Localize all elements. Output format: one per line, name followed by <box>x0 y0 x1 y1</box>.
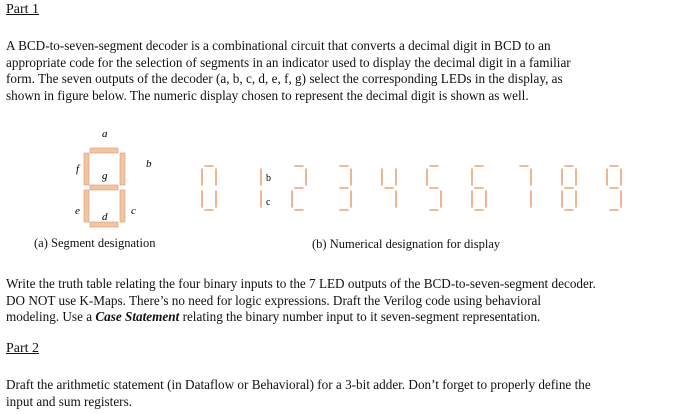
label-g: g <box>102 170 108 182</box>
numeric-display-figure <box>190 160 650 230</box>
segment-a <box>90 148 118 153</box>
intro-line: shown in figure below. The numeric display chosen to represent the decimal digit is shown as well. <box>6 87 529 103</box>
part2-paragraph <box>6 377 680 410</box>
segment-f <box>84 153 89 185</box>
digit-1-label-c: c <box>266 197 271 208</box>
label-f: f <box>76 163 80 175</box>
caption-segment-designation: (a) Segment designation <box>34 236 156 250</box>
case-statement-emphasis: Case Statement <box>95 309 180 325</box>
segment-b <box>120 153 125 185</box>
segment-c <box>120 190 125 222</box>
digit-1-label-b: b <box>266 173 271 184</box>
label-e: e <box>75 205 80 217</box>
part1-heading: Part 1 <box>6 2 40 17</box>
task-line: Write the truth table relating the four binary inputs to the 7 LED outputs of the BCD-to-seven-segment decoder. <box>6 276 596 291</box>
label-d: d <box>102 211 108 223</box>
segment-e <box>84 190 89 222</box>
intro-line: appropriate code for the selection of segments in an indicator used to display the decimal digit in a familiar <box>6 54 571 70</box>
caption-numerical-designation: (b) Numerical designation for display <box>312 237 501 251</box>
intro-paragraph <box>6 38 680 104</box>
task-paragraph <box>6 276 680 326</box>
task-line-3 <box>6 309 680 326</box>
task-line-3-prefix: modeling. Use a <box>6 309 96 325</box>
label-b: b <box>146 158 152 170</box>
label-a: a <box>102 128 108 140</box>
task-line-3-suffix: relating the binary number input to it seven-segment representation. <box>179 309 541 325</box>
segment-g <box>90 185 118 190</box>
segment-designation-figure <box>60 125 170 230</box>
label-c: c <box>131 205 136 217</box>
part2-line: Draft the arithmetic statement (in Dataflow or Behavioral) for a 3-bit adder. Don’t forget to properly define the <box>6 377 591 392</box>
part2-heading: Part 2 <box>6 341 40 356</box>
intro-line: form. The seven outputs of the decoder (a, b, c, d, e, f, g) select the corresponding LEDs in the display, as <box>6 71 563 87</box>
task-line: DO NOT use K-Maps. There’s no need for logic expressions. Draft the Verilog code using behavioral <box>6 292 542 308</box>
part2-line: input and sum registers. <box>6 393 132 409</box>
intro-line: A BCD-to-seven-segment decoder is a combinational circuit that converts a decimal digit in BCD to an <box>6 38 551 53</box>
